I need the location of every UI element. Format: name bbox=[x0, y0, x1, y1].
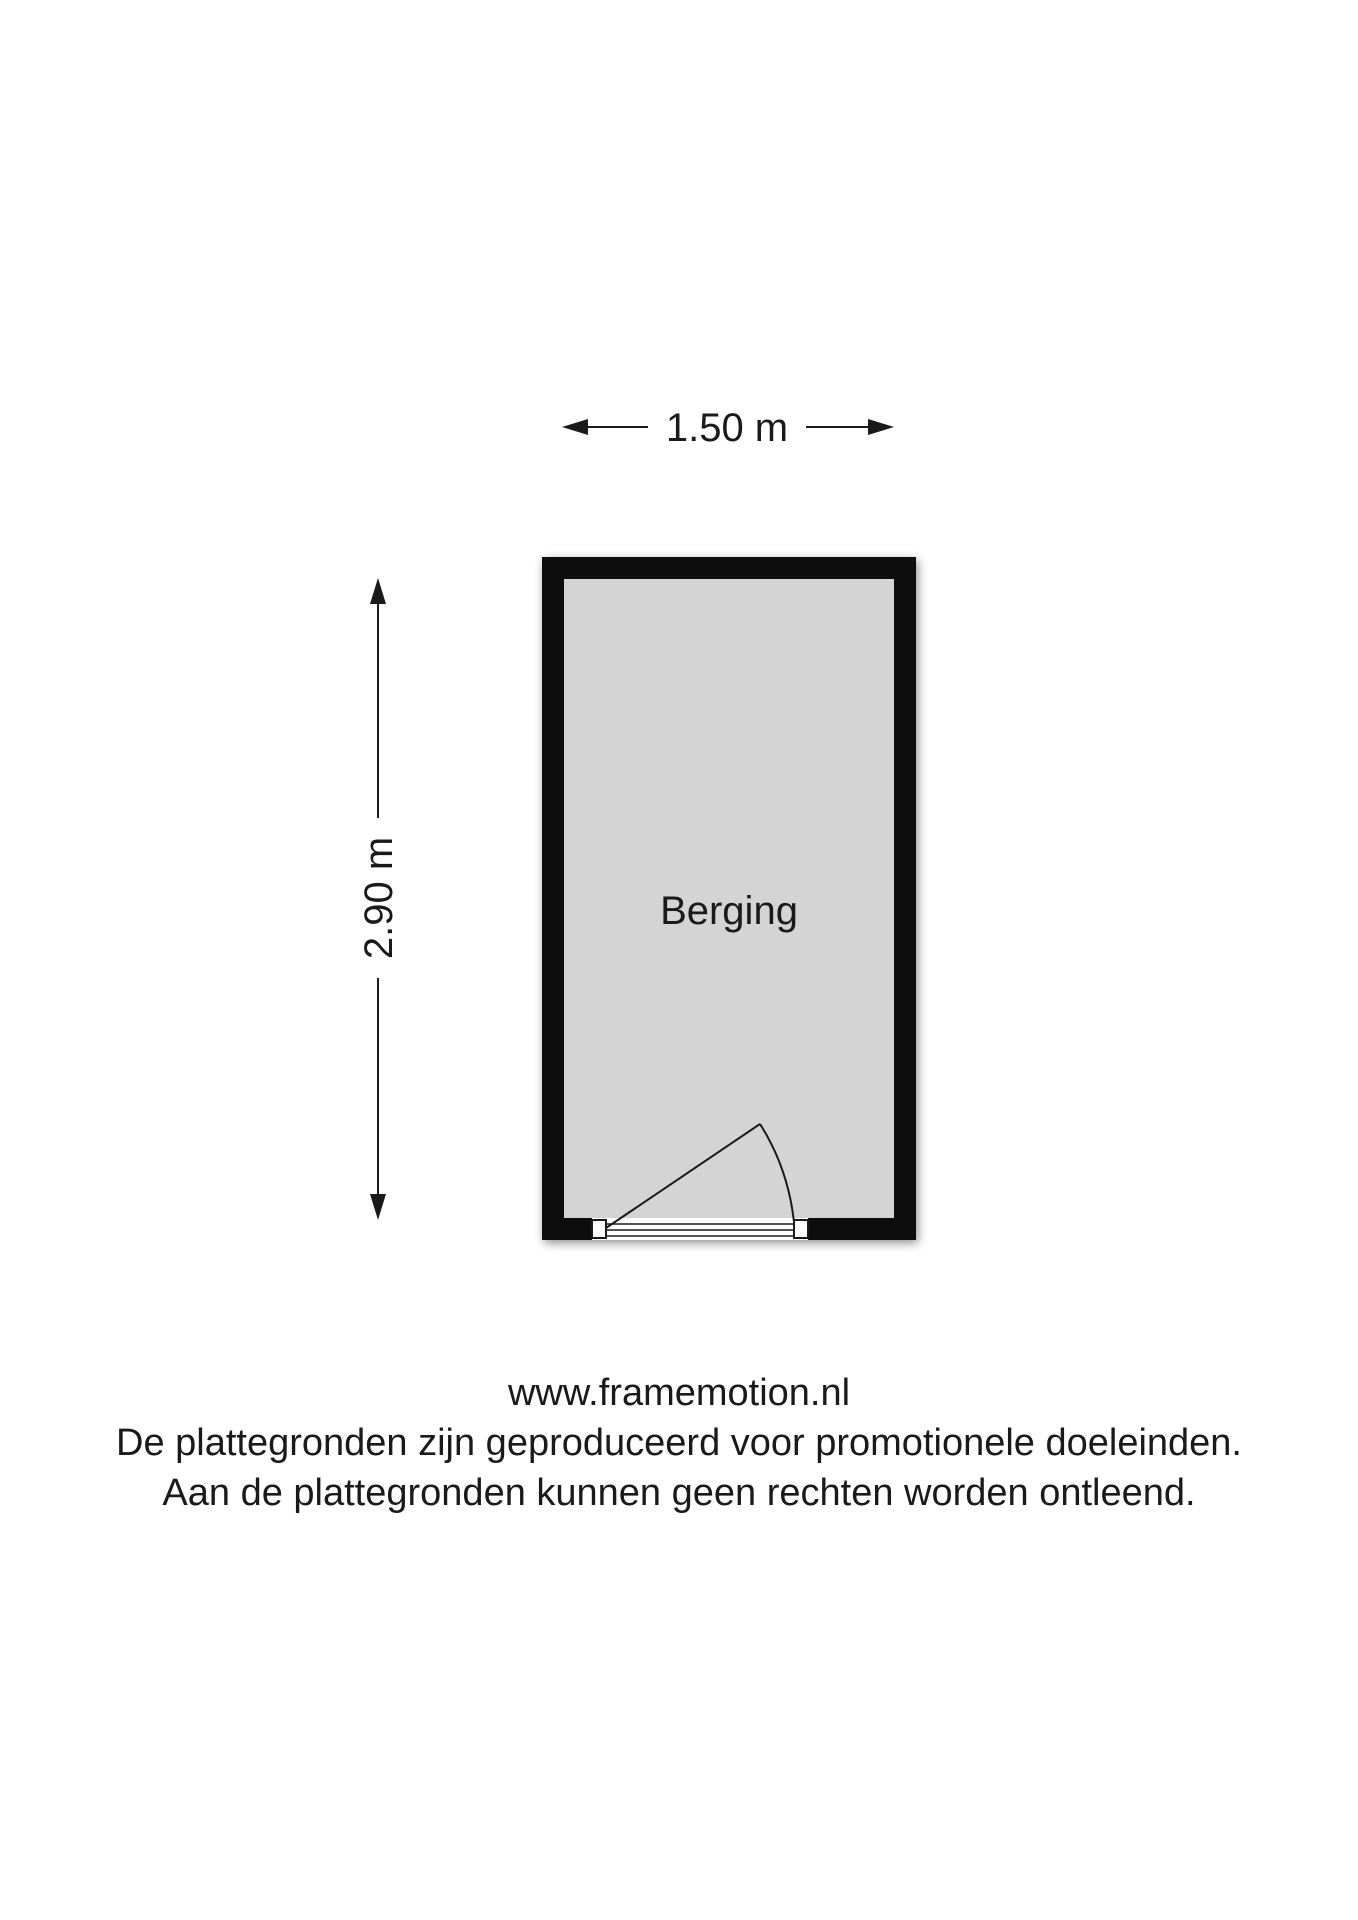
width-dimension-label: 1.50 m bbox=[665, 406, 789, 450]
arrow-down-icon bbox=[370, 1194, 386, 1220]
door-jamb-left bbox=[592, 1220, 606, 1238]
website-link[interactable]: www.framemotion.nl bbox=[507, 1372, 851, 1414]
disclaimer-line-1: De plattegronden zijn geproduceerd voor promotionele doeleinden. bbox=[116, 1422, 1242, 1464]
width-dimension bbox=[562, 406, 894, 450]
footer bbox=[0, 1368, 1358, 1518]
door-jamb-right bbox=[794, 1220, 808, 1238]
height-dimension bbox=[357, 578, 401, 1220]
arrow-right-icon bbox=[868, 419, 894, 435]
disclaimer-line-2: Aan de plattegronden kunnen geen rechten worden ontleend. bbox=[162, 1472, 1196, 1514]
arrow-left-icon bbox=[562, 419, 588, 435]
height-dimension-label: 2.90 m bbox=[357, 836, 401, 960]
room-label: Berging bbox=[660, 889, 798, 933]
